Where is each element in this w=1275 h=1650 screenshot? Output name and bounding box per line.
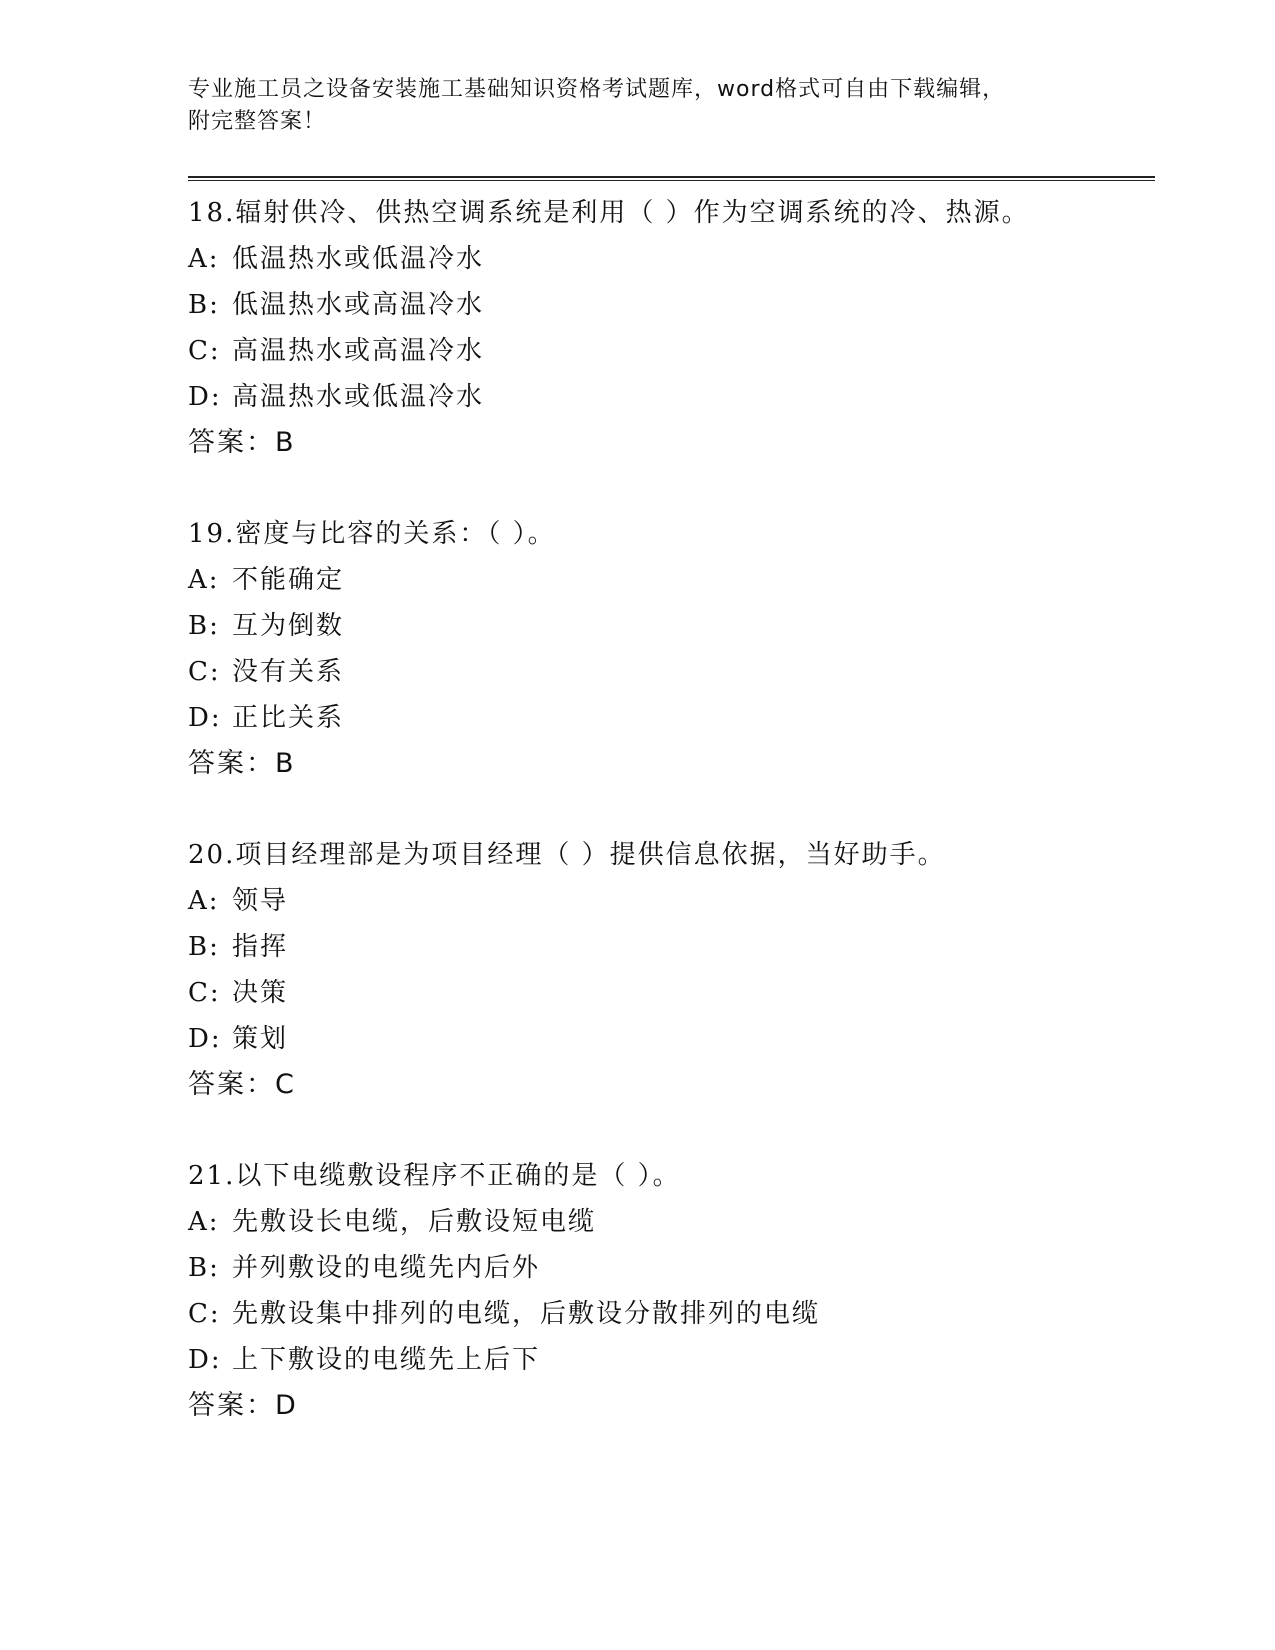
- option-letter: B:: [188, 1253, 220, 1283]
- question-text: 21.以下电缆敷设程序不正确的是（ ）。: [188, 1161, 681, 1191]
- option-text: 先敷设长电缆，后敷设短电缆: [232, 1207, 597, 1237]
- option-d: [188, 1337, 1148, 1383]
- question-20: [188, 832, 1148, 1108]
- option-d: [188, 695, 1148, 741]
- option-letter: D:: [188, 1345, 222, 1375]
- option-letter: B:: [188, 290, 220, 320]
- option-letter: C:: [188, 1299, 221, 1329]
- option-letter: A:: [188, 886, 220, 916]
- option-letter: B:: [188, 611, 220, 641]
- option-c: [188, 1291, 1148, 1337]
- option-letter: D:: [188, 703, 222, 733]
- option-text: 没有关系: [232, 657, 345, 687]
- option-text: 上下敷设的电缆先上后下: [232, 1345, 541, 1375]
- option-letter: D:: [188, 382, 222, 412]
- option-a: [188, 878, 1148, 924]
- question-19: [188, 511, 1148, 787]
- page-header: [188, 74, 1088, 138]
- option-text: 高温热水或高温冷水: [232, 336, 485, 366]
- option-letter: A:: [188, 565, 220, 595]
- question-list: [188, 190, 1148, 1474]
- option-letter: A:: [188, 1207, 220, 1237]
- question-21: [188, 1153, 1148, 1429]
- header-divider: [188, 176, 1155, 181]
- option-letter: C:: [188, 336, 221, 366]
- option-b: [188, 1245, 1148, 1291]
- option-a: [188, 236, 1148, 282]
- option-d: [188, 1016, 1148, 1062]
- option-c: [188, 328, 1148, 374]
- option-text: 正比关系: [232, 703, 345, 733]
- option-text: 决策: [232, 978, 289, 1008]
- question-text: 20.项目经理部是为项目经理（ ）提供信息依据，当好助手。: [188, 840, 946, 870]
- option-text: 低温热水或高温冷水: [232, 290, 485, 320]
- option-letter: B:: [188, 932, 220, 962]
- option-text: 指挥: [232, 932, 289, 962]
- question-text: 19.密度与比容的关系：（ ）。: [188, 519, 556, 549]
- answer: 答案：C: [188, 1069, 296, 1100]
- option-letter: D:: [188, 1024, 222, 1054]
- option-text: 不能确定: [232, 565, 345, 595]
- option-a: [188, 557, 1148, 603]
- option-text: 领导: [232, 886, 289, 916]
- header-line-1: 专业施工员之设备安装施工基础知识资格考试题库，word格式可自由下载编辑，: [188, 77, 1006, 102]
- option-text: 低温热水或低温冷水: [232, 244, 485, 274]
- option-text: 高温热水或低温冷水: [232, 382, 485, 412]
- option-letter: C:: [188, 657, 221, 687]
- option-text: 互为倒数: [232, 611, 345, 641]
- header-line-2: 附完整答案！: [188, 109, 327, 134]
- option-letter: A:: [188, 244, 220, 274]
- option-a: [188, 1199, 1148, 1245]
- option-b: [188, 282, 1148, 328]
- answer: 答案：D: [188, 1390, 298, 1421]
- option-text: 先敷设集中排列的电缆，后敷设分散排列的电缆: [232, 1299, 821, 1329]
- option-d: [188, 374, 1148, 420]
- option-text: 并列敷设的电缆先内后外: [232, 1253, 541, 1283]
- answer: 答案：B: [188, 748, 296, 779]
- question-text: 18.辐射供冷、供热空调系统是利用（ ）作为空调系统的冷、热源。: [188, 198, 1030, 228]
- question-18: [188, 190, 1148, 466]
- option-b: [188, 603, 1148, 649]
- option-text: 策划: [232, 1024, 289, 1054]
- option-c: [188, 649, 1148, 695]
- answer: 答案：B: [188, 427, 296, 458]
- option-c: [188, 970, 1148, 1016]
- option-b: [188, 924, 1148, 970]
- option-letter: C:: [188, 978, 221, 1008]
